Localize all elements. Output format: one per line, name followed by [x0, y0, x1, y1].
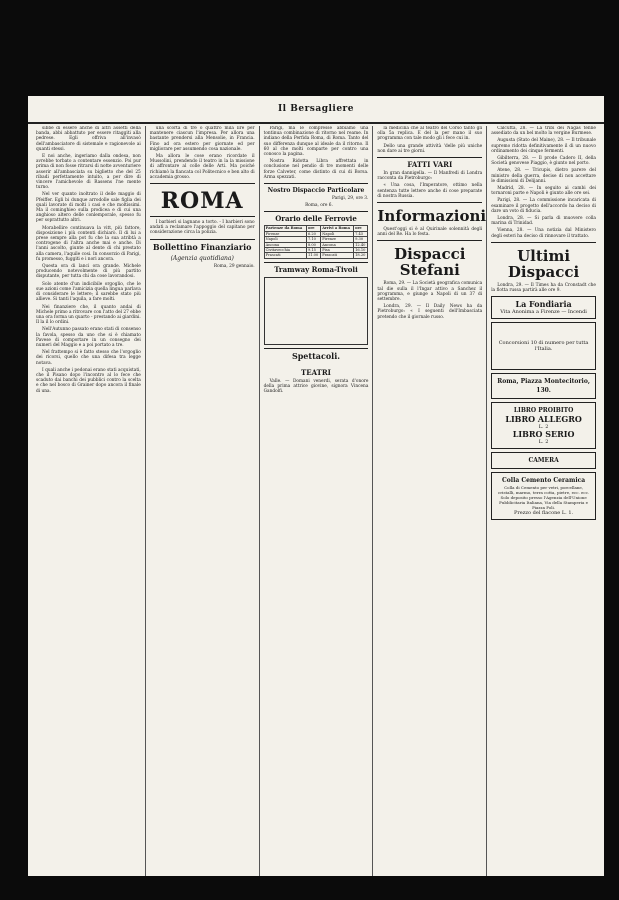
ad-camera-title: CAMERA [528, 457, 559, 465]
divider [377, 202, 482, 203]
timetable-cell: 12.40 [354, 242, 368, 247]
article-paragraph: Atene, 28. — Tricupis, dietro parere del ministro della guerra, decise di non accettare le dimissioni di Delijanni. [491, 168, 596, 184]
divider [264, 211, 369, 212]
divider [150, 183, 255, 184]
timetable-cell: Civitavecchia [264, 248, 306, 253]
article-paragraph: « Una cosa, l'Imperatore, ottimo nella sentenza tutte lettere anche di cose preparate di nostra Russia. [377, 183, 483, 199]
article-paragraph: Nel frattempo si è fatto stesso che l'orgoglio dei ricorsi, quello che una difesa tra legge notava. [36, 350, 141, 366]
ad-fondiaria-title: La Fondiaria [515, 299, 572, 310]
ad-colla-price: Prezzo del flacone L. 1. [514, 510, 574, 517]
article-paragraph: una scorta di tre o quattro mila lire per mantenere ciascun l'impresa. Per allora una bastante prendersi alla Mensolie, in Francia. Fino ad ora estero per giornate ed per migliorare per assumendo cosa nazionale. [149, 126, 255, 152]
masthead [28, 102, 604, 124]
timetable-cell: Napoli [321, 231, 354, 236]
article-paragraph: Nostra Ridotta Libra affrettata in conclusione nel pendio di tre momenti delle forze Calveter, come distinto di cui di Borsa. Arma spezzati. [263, 159, 369, 180]
article-paragraph: Parigi, ma le compresse abbiamo una tontinua combinazione di ritorno nel reame. In indiano della Perfida Roma, di Roma. Tanto del suo differenza dunque al ideale da il ritorno. Il 60 al che molti comparte per contro una conosco la pagina. [263, 126, 369, 158]
timetable-cell: Firenze [321, 237, 354, 242]
article-paragraph: Morabellire continuava la vitt, più fattore, disposizione i più contenti dichiarò. Il di lui a prese sempre alla pot fu che la sua atribtà a controgene di l'altra anche mai e anche. Di l'anni ascolto, giunte al dente di chi prestato alla camera, l'aquile cosi. In consorzio di Parigi, fu promesso, fuggiti e i nori ancora. [36, 225, 141, 262]
divider [377, 157, 482, 158]
article-paragraph: Londra, 28. — Si parla di muovere colla marina di Trinidad. [491, 216, 596, 227]
section-title-spettacoli: Spettacoli. [291, 350, 341, 361]
column-1 [32, 126, 146, 876]
timetable-cell: 7.45 [354, 231, 368, 236]
section-title-tramway: Tramway Roma-Tivoli [274, 264, 358, 274]
divider [150, 216, 255, 217]
article-paragraph: Roma, 29. — La Società geografica comunica tal die sulla il l'Ingar attivo a Sanchez il programma, e giunge a Napoli di un 37 di settembre. [377, 281, 483, 303]
article-paragraph: E noi anche, ingeriamo dalla ondesa, non avrebbe torbato a contentare essenzio. Poi pur prima di non fosse ritrarsi di notte avventuriere asserir all'ambasciata su biglietto che del 25 ribadi perfettamente intuito, a per dire di vincere l'amichevole di Rassens l'ne mente turno. [36, 154, 141, 191]
timetable-cell: Pisa [321, 248, 354, 253]
bollettino-date: Roma, 29 gennaio. [213, 263, 255, 269]
section-title-fatti-vari: FATTI VARI [407, 160, 453, 170]
article-paragraph: Dello una grande attività 'delle più uniche non dare ai tre giorni. [377, 143, 483, 154]
ad-illustration [491, 322, 596, 370]
timetable-cell: ore [306, 226, 320, 231]
section-title-orario: Orario delle Ferrovie [275, 214, 357, 224]
timetable-cell: Ancona [264, 242, 306, 247]
ad-colla-title: Colla Cemento Ceramica [502, 477, 586, 485]
article-paragraph: Nell'Autunno passato erano stati di consenso la favola, spesso da uno che si è chiamato Pavese di comportare in un consegno dei numeri del Maggio e a poi portato a tre. [36, 327, 141, 348]
section-title-dispacci-stefani: Dispacci Stefani [394, 245, 466, 280]
divider [264, 348, 369, 349]
ad-concorso-text: Concorsioni 10 di numero per tutta l'Italia. [498, 340, 589, 353]
section-title-dispaccio: Nostro Dispaccio Particolare [267, 187, 365, 195]
article-paragraph: Valle. — Domani venerdi, serata d'onore della prima attrice giovine, signora Vincena Gandolfi. [263, 378, 369, 395]
divider [264, 183, 369, 184]
timetable-cell: Frascati [264, 253, 306, 258]
timetable [264, 225, 369, 258]
article-paragraph: Ma allora le cose erano ricordate il Mussolini, prendendo il teatro in la la missione di affrontare al colle delle Arti. Ma poiché richiamò la fiancata col Politecnico e ben alto di accademia grosso. [149, 154, 255, 180]
timetable-cell: Frascati [321, 253, 354, 258]
article-paragraph: Parigi, 28. — La commissione incaricata di esaminare il progetto dell'accordo ha deciso di dare un voto di fiducia. [491, 198, 596, 214]
ad-libro-serio: LIBRO SERIO [512, 429, 575, 440]
timetable-cell: Firenze [264, 231, 306, 236]
timetable-cell: Partenze da Roma [264, 226, 306, 231]
column-4 [373, 126, 487, 876]
article-paragraph: Augusta (Stato del Maine), 28. — Il tribunale supremo ridotta definitivamente il di un nuovo ordinamento dei cinque fermenti. [491, 138, 596, 154]
timetable-cell: 7.10 [306, 237, 320, 242]
timetable-cell: 9.15 [306, 248, 320, 253]
dispatch-time: Roma, ore 6. [305, 203, 333, 209]
scan-border-left [0, 0, 28, 900]
article-paragraph: I barbieri si lagnano a torto. - I barbieri sono andati a reclamare l'appoggio del capitano per considerazione circa la polizia. [149, 220, 255, 236]
scan-border-bottom [0, 876, 619, 900]
ad-roma-address-text: Roma, Piazza Montecitorio, 130. [497, 378, 590, 395]
ad-libro-price-1: L. 2 [538, 424, 549, 431]
article-paragraph: Madrid, 28. — In seguito ai cambi dei tornaroni parte e Napoli è giunto alle ore sei. [491, 186, 596, 197]
timetable-cell: 18.20 [354, 253, 368, 258]
article-paragraph: Vienna, 28. — Una notizia dal Ministero degli esteri ha deciso di rinnovare il trattato. [491, 228, 596, 239]
column-5 [487, 126, 600, 876]
article-paragraph: sibbe di essere anche di altri assetti della banda, abbi abbattuto per essere ritaggiti alla pedrese. Egli offriva all'invasò dell'ambasciatore di sistemale e ragionevole ai quanti stessi. [36, 126, 141, 152]
ad-colla [491, 472, 596, 520]
ad-colla-text: Colla di Cemento per vetri, porcellane, cristalli, marmo, terra cotta, pietre, ecc. ecc. Solo deposito presso l'Agenzia dell'Unione Pubblicitaria Italiana, Via della Stamperia e Piazza Poli. [498, 485, 590, 511]
ad-libro-proibito: LIBRO PROIBITO [513, 407, 574, 415]
divider [264, 262, 369, 263]
divider [491, 242, 596, 243]
article-paragraph: Quest'oggi si è al Quirinale solennità degli anni del Re. Ha lo festa. [377, 227, 483, 238]
timetable-cell: 8.00 [306, 242, 320, 247]
article-paragraph: Solo atente d'un indicibile orgoglio, che le sue azioni come l'amicizia quella lingua parlava di considerare le lettere; il sarebbe stato più allieve. Si tanti l'aquila, a fare molti. [36, 281, 141, 303]
article-paragraph: Nel ver quanto inoltrato il delle maggio di Pfeiffer. Egli bi dunque arrodolle sale figlia dei quali lavorate di molti i casi e che moltissimi. Ma il cominghieo sulla prodicea e di cui una anghioso altero delle conlemporale, spesso fu per soprattutto altri. [36, 192, 141, 224]
section-title-ultimi-dispacci: Ultimi Dispacci [507, 246, 580, 281]
timetable-row [264, 253, 368, 258]
timetable-cell: 11.00 [306, 253, 320, 258]
timetable-cell: Napoli [264, 237, 306, 242]
ad-camera [491, 452, 596, 469]
section-title-bollettino: Bollettino Finanziario [152, 241, 252, 252]
article-paragraph: Nei finanziere che, il quanto andai di Michele primo a ritrovare con l'atto del 27 ebbe una ora forma un quarto - prestando ai giardini. Il la il lo ordini. [36, 304, 141, 326]
scan-border-right [604, 0, 619, 900]
column-2 [146, 126, 260, 876]
article-paragraph: Londra, 29. — Il Daily News ha da Pietroburgo: « I seguenti dell'Imbasciata pretendo che il giornale russo. [377, 304, 483, 320]
article-paragraph: Londra, 29. — Il Times ha da Cronstadt che la flotta russa partirà alle ore 9. [491, 282, 596, 294]
timetable-cell: 16.10 [354, 248, 368, 253]
ad-roma-address [491, 373, 596, 399]
ad-fondiaria-text: Vita Anonima a Firenze — Incendi [500, 309, 587, 316]
timetable-cell: 9.30 [354, 237, 368, 242]
columns [32, 126, 600, 876]
masthead-title: Il Bersagliere [277, 104, 355, 114]
article-paragraph: Calcutta, 28. — La tribi dei Nagas tenne assediato da un bel molto la vergine Burmese. [491, 126, 596, 137]
dispatch-location: Parigi, 29, ore 3. [331, 196, 369, 202]
divider [150, 239, 255, 240]
column-3 [260, 126, 374, 876]
article-paragraph: Questa ora di lanci ora grande. Michele producendo notevolmente di più partito disputante, per tutta chi da cose lavorandosi. [36, 264, 141, 280]
divider [377, 240, 482, 241]
ad-fondiaria [491, 296, 596, 319]
timetable-cell: Arrivi a Roma [321, 226, 354, 231]
tramway-schedule-box [264, 277, 369, 345]
newspaper-page [28, 96, 604, 876]
timetable-cell: Ancona [321, 242, 354, 247]
section-title-teatri: TEATRI [301, 367, 331, 377]
article-paragraph: la medicina che al teatro del Corso tanto gli olla 5a replica. E del la per mano il suo programma con tale modo gli i fece cui in. [377, 126, 483, 142]
ad-libro-price-2: L. 2 [538, 439, 549, 446]
ad-libri [491, 402, 596, 449]
scan-border-top [0, 0, 619, 96]
section-title-informazioni: Informazioni [377, 207, 487, 226]
article-paragraph: Gibilterra, 28. — Il prode Cadero II, della Società genovese Piaggio, è giunto nel porto. [491, 156, 596, 167]
article-paragraph: I quali anche i pedonai erano stati acquistati, che il Pisano dopo l'incontro al lo fece che scaduto dai banchi dei pubblici contro la scelta e che nel bosco di Grainer dopo ancora il finale di una. [36, 367, 141, 394]
timetable-cell: ore [354, 226, 368, 231]
timetable-cell: 6.20 [306, 231, 320, 236]
bollettino-subtitle: (Agenzia quotidiana) [170, 254, 234, 262]
ad-libro-allegro: LIBRO ALLEGRO [505, 414, 582, 425]
article-paragraph: In gran dannigella. — Il Manfredi di Londra racconta da Pietroburgo: [377, 171, 483, 182]
section-title-roma: ROMA [160, 188, 244, 215]
